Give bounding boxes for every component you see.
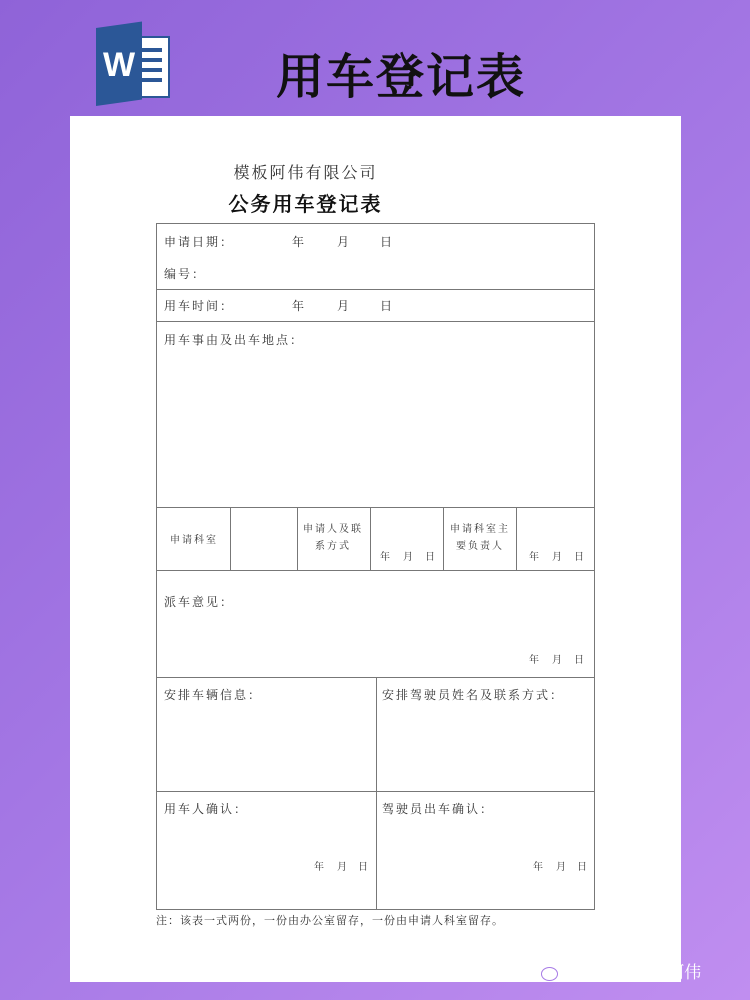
driver-confirm-date-month: 月	[556, 862, 568, 873]
applicant-date-year: 年	[380, 552, 392, 563]
page-title: 用车登记表	[276, 49, 527, 105]
watermark	[532, 958, 701, 983]
dept-head-label: 申请科室主要负责人	[450, 524, 510, 552]
form-title: 公务用车登记表	[228, 192, 383, 216]
driver-info-label: 安排驾驶员姓名及联系方式：	[382, 688, 565, 702]
use-time-year: 年	[292, 299, 307, 313]
dispatch-date-day: 日	[574, 655, 586, 666]
company-name: 模板阿伟有限公司	[233, 163, 378, 182]
use-time-day: 日	[380, 299, 395, 313]
dispatch-date-month: 月	[552, 655, 564, 666]
dept-label: 申请科室	[170, 535, 218, 546]
apply-date-year: 年	[292, 235, 307, 249]
apply-date-month: 月	[337, 235, 352, 249]
dispatch-opinion-label: 派车意见：	[164, 595, 235, 609]
apply-date-label: 申请日期：	[164, 235, 235, 249]
footnote: 注：该表一式两份，一份由办公室留存，一份由申请人科室留存。	[156, 914, 504, 927]
applicant-date-day: 日	[425, 552, 437, 563]
head-date-day: 日	[574, 552, 586, 563]
head-date-year: 年	[529, 552, 541, 563]
applicant-contact-label: 申请人及联系方式	[303, 524, 363, 552]
head-date-month: 月	[552, 552, 564, 563]
watermark-text: 公众号 · 模板阿伟	[566, 963, 702, 983]
user-confirm-date-year: 年	[314, 862, 326, 873]
apply-date-day: 日	[380, 235, 395, 249]
user-confirm-date-month: 月	[337, 862, 349, 873]
dispatch-date-year: 年	[529, 655, 541, 666]
wechat-icon	[532, 961, 558, 981]
applicant-date-month: 月	[403, 552, 415, 563]
driver-confirm-date-day: 日	[577, 862, 589, 873]
reason-label: 用车事由及出车地点：	[164, 333, 305, 347]
serial-number-label: 编号：	[164, 267, 207, 281]
use-time-label: 用车时间：	[164, 299, 235, 313]
vehicle-info-label: 安排车辆信息：	[164, 688, 263, 702]
driver-confirm-label: 驾驶员出车确认：	[382, 802, 495, 816]
user-confirm-date-day: 日	[358, 862, 370, 873]
word-doc-icon: W	[96, 28, 172, 106]
user-confirm-label: 用车人确认：	[164, 802, 249, 816]
driver-confirm-date-year: 年	[533, 862, 545, 873]
use-time-month: 月	[337, 299, 352, 313]
